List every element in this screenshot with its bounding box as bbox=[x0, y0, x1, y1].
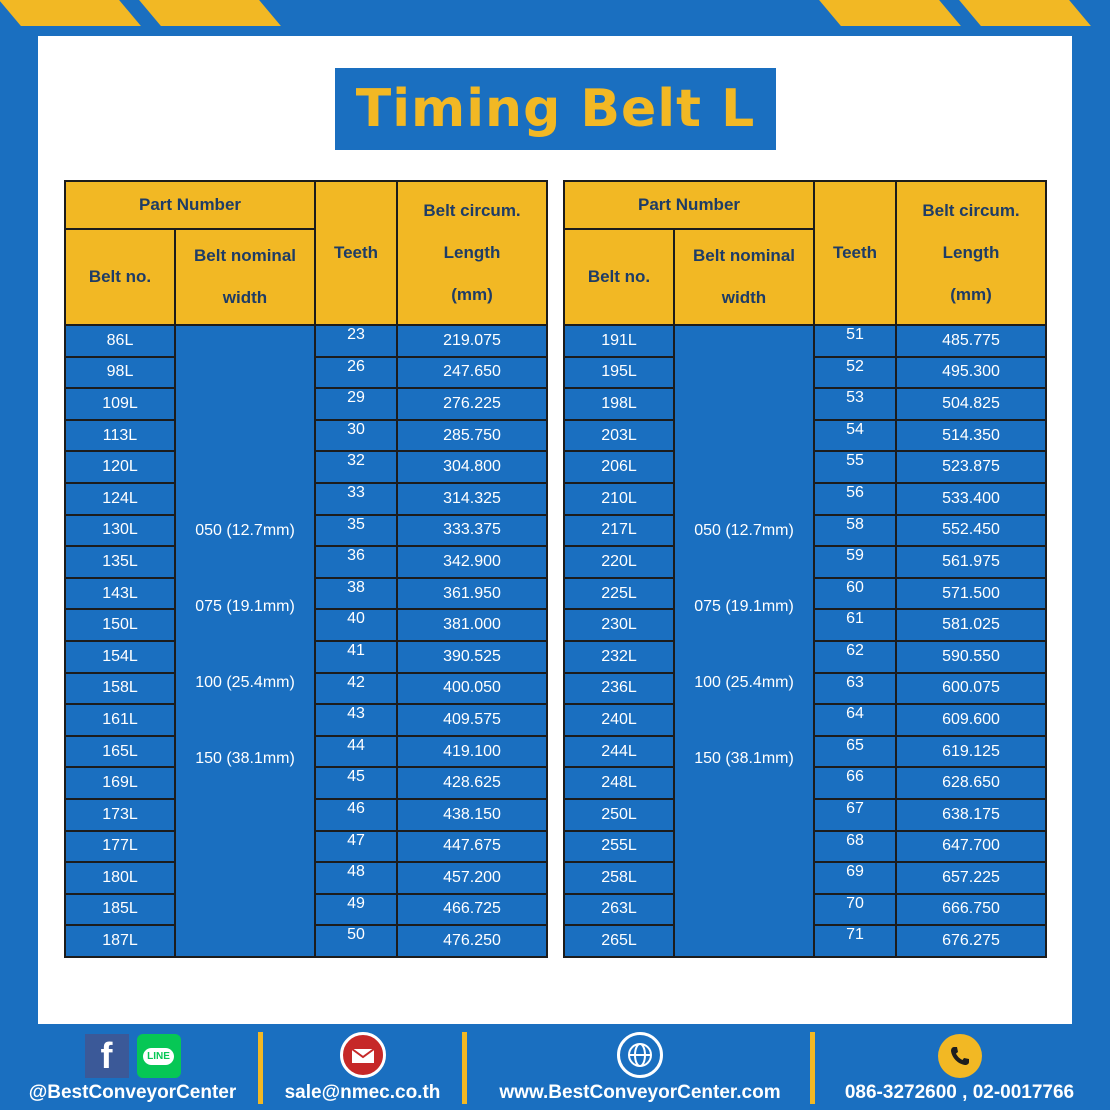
belt-number-cell: 191L bbox=[564, 325, 674, 357]
footer-divider bbox=[462, 1032, 467, 1104]
belt-number-cell: 143L bbox=[65, 578, 175, 610]
social-handle[interactable]: @BestConveyorCenter bbox=[28, 1082, 237, 1103]
belt-number-cell: 263L bbox=[564, 894, 674, 926]
belt-width-cell bbox=[674, 325, 814, 957]
teeth-cell: 38 bbox=[315, 578, 397, 610]
belt-number-cell: 265L bbox=[564, 925, 674, 957]
belt-table-right bbox=[563, 180, 1047, 958]
belt-number-cell: 135L bbox=[65, 546, 175, 578]
belt-table-left bbox=[64, 180, 548, 958]
header-circ-line2: Length bbox=[942, 243, 1000, 262]
page-title: Timing Belt L bbox=[355, 79, 756, 139]
length-cell: 638.175 bbox=[896, 799, 1046, 831]
teeth-cell: 51 bbox=[814, 325, 896, 357]
teeth-cell: 52 bbox=[814, 357, 896, 389]
contact-footer bbox=[0, 1024, 1110, 1110]
teeth-cell: 71 bbox=[814, 925, 896, 957]
header-belt-width bbox=[175, 229, 315, 325]
belt-number-cell: 113L bbox=[65, 420, 175, 452]
teeth-cell: 61 bbox=[814, 609, 896, 641]
belt-number-cell: 161L bbox=[65, 704, 175, 736]
teeth-cell: 63 bbox=[814, 673, 896, 705]
header-width-line2: width bbox=[222, 288, 268, 307]
length-cell: 304.800 bbox=[397, 451, 547, 483]
belt-number-cell: 158L bbox=[65, 673, 175, 705]
teeth-cell: 49 bbox=[315, 894, 397, 926]
header-belt-no: Belt no. bbox=[564, 229, 674, 325]
teeth-cell: 48 bbox=[315, 862, 397, 894]
length-cell: 619.125 bbox=[896, 736, 1046, 768]
teeth-cell: 67 bbox=[814, 799, 896, 831]
teeth-cell: 42 bbox=[315, 673, 397, 705]
globe-icon[interactable] bbox=[617, 1032, 663, 1078]
belt-number-cell: 203L bbox=[564, 420, 674, 452]
teeth-cell: 66 bbox=[814, 767, 896, 799]
header-width-line2: width bbox=[721, 288, 767, 307]
teeth-cell: 26 bbox=[315, 357, 397, 389]
header-teeth: Teeth bbox=[814, 181, 896, 325]
length-cell: 514.350 bbox=[896, 420, 1046, 452]
teeth-cell: 41 bbox=[315, 641, 397, 673]
teeth-cell: 35 bbox=[315, 515, 397, 547]
belt-number-cell: 177L bbox=[65, 831, 175, 863]
teeth-cell: 50 bbox=[315, 925, 397, 957]
facebook-icon[interactable]: f bbox=[85, 1034, 129, 1078]
teeth-cell: 32 bbox=[315, 451, 397, 483]
line-icon-label: LINE bbox=[143, 1048, 174, 1065]
length-cell: 314.325 bbox=[397, 483, 547, 515]
corner-stripe bbox=[0, 0, 141, 26]
belt-number-cell: 185L bbox=[65, 894, 175, 926]
length-cell: 504.825 bbox=[896, 388, 1046, 420]
belt-width-option: 075 (19.1mm) bbox=[694, 598, 794, 615]
belt-width-option: 050 (12.7mm) bbox=[195, 522, 295, 539]
corner-stripe bbox=[139, 0, 281, 26]
teeth-cell: 23 bbox=[315, 325, 397, 357]
header-circ-line3: (mm) bbox=[950, 285, 992, 304]
teeth-cell: 53 bbox=[814, 388, 896, 420]
teeth-cell: 36 bbox=[315, 546, 397, 578]
length-cell: 342.900 bbox=[397, 546, 547, 578]
length-cell: 571.500 bbox=[896, 578, 1046, 610]
belt-number-cell: 173L bbox=[65, 799, 175, 831]
length-cell: 247.650 bbox=[397, 357, 547, 389]
belt-number-cell: 109L bbox=[65, 388, 175, 420]
footer-divider bbox=[810, 1032, 815, 1104]
length-cell: 409.575 bbox=[397, 704, 547, 736]
header-part-number: Part Number bbox=[65, 181, 315, 229]
teeth-cell: 33 bbox=[315, 483, 397, 515]
length-cell: 361.950 bbox=[397, 578, 547, 610]
teeth-cell: 55 bbox=[814, 451, 896, 483]
length-cell: 676.275 bbox=[896, 925, 1046, 957]
belt-number-cell: 120L bbox=[65, 451, 175, 483]
teeth-cell: 44 bbox=[315, 736, 397, 768]
belt-number-cell: 232L bbox=[564, 641, 674, 673]
header-belt-no: Belt no. bbox=[65, 229, 175, 325]
length-cell: 381.000 bbox=[397, 609, 547, 641]
belt-number-cell: 206L bbox=[564, 451, 674, 483]
belt-number-cell: 244L bbox=[564, 736, 674, 768]
length-cell: 609.600 bbox=[896, 704, 1046, 736]
length-cell: 600.075 bbox=[896, 673, 1046, 705]
length-cell: 552.450 bbox=[896, 515, 1046, 547]
teeth-cell: 59 bbox=[814, 546, 896, 578]
teeth-cell: 45 bbox=[315, 767, 397, 799]
website-url[interactable]: www.BestConveyorCenter.com bbox=[499, 1082, 781, 1103]
line-icon[interactable] bbox=[137, 1034, 181, 1078]
phone-icon[interactable] bbox=[938, 1034, 982, 1078]
header-width-line1: Belt nominal bbox=[193, 246, 296, 265]
corner-stripe bbox=[959, 0, 1091, 26]
teeth-cell: 64 bbox=[814, 704, 896, 736]
length-cell: 400.050 bbox=[397, 673, 547, 705]
length-cell: 495.300 bbox=[896, 357, 1046, 389]
length-cell: 485.775 bbox=[896, 325, 1046, 357]
website-contact[interactable] bbox=[475, 1024, 805, 1110]
belt-number-cell: 255L bbox=[564, 831, 674, 863]
length-cell: 590.550 bbox=[896, 641, 1046, 673]
length-cell: 561.975 bbox=[896, 546, 1046, 578]
length-cell: 476.250 bbox=[397, 925, 547, 957]
length-cell: 419.100 bbox=[397, 736, 547, 768]
header-teeth: Teeth bbox=[315, 181, 397, 325]
belt-width-option: 150 (38.1mm) bbox=[694, 750, 794, 767]
belt-number-cell: 250L bbox=[564, 799, 674, 831]
length-cell: 628.650 bbox=[896, 767, 1046, 799]
length-cell: 581.025 bbox=[896, 609, 1046, 641]
belt-number-cell: 225L bbox=[564, 578, 674, 610]
belt-width-cell bbox=[175, 325, 315, 957]
social-contact[interactable] bbox=[20, 1024, 245, 1110]
belt-number-cell: 169L bbox=[65, 767, 175, 799]
teeth-cell: 68 bbox=[814, 831, 896, 863]
footer-divider bbox=[258, 1032, 263, 1104]
teeth-cell: 70 bbox=[814, 894, 896, 926]
belt-number-cell: 217L bbox=[564, 515, 674, 547]
teeth-cell: 58 bbox=[814, 515, 896, 547]
length-cell: 438.150 bbox=[397, 799, 547, 831]
header-part-number: Part Number bbox=[564, 181, 814, 229]
header-circumference bbox=[896, 181, 1046, 325]
belt-number-cell: 98L bbox=[65, 357, 175, 389]
teeth-cell: 60 bbox=[814, 578, 896, 610]
length-cell: 447.675 bbox=[397, 831, 547, 863]
belt-width-option: 150 (38.1mm) bbox=[195, 750, 295, 767]
belt-number-cell: 236L bbox=[564, 673, 674, 705]
belt-number-cell: 150L bbox=[65, 609, 175, 641]
length-cell: 390.525 bbox=[397, 641, 547, 673]
teeth-cell: 54 bbox=[814, 420, 896, 452]
belt-width-option: 100 (25.4mm) bbox=[694, 674, 794, 691]
belt-number-cell: 210L bbox=[564, 483, 674, 515]
length-cell: 523.875 bbox=[896, 451, 1046, 483]
length-cell: 457.200 bbox=[397, 862, 547, 894]
table-body bbox=[564, 325, 1046, 957]
teeth-cell: 62 bbox=[814, 641, 896, 673]
length-cell: 428.625 bbox=[397, 767, 547, 799]
belt-number-cell: 165L bbox=[65, 736, 175, 768]
length-cell: 657.225 bbox=[896, 862, 1046, 894]
email-icon[interactable] bbox=[340, 1032, 386, 1078]
email-address[interactable]: sale@nmec.co.th bbox=[284, 1082, 441, 1103]
belt-number-cell: 187L bbox=[65, 925, 175, 957]
email-contact[interactable] bbox=[270, 1024, 455, 1110]
belt-width-option: 100 (25.4mm) bbox=[195, 674, 295, 691]
teeth-cell: 29 bbox=[315, 388, 397, 420]
length-cell: 533.400 bbox=[896, 483, 1046, 515]
teeth-cell: 56 bbox=[814, 483, 896, 515]
belt-number-cell: 220L bbox=[564, 546, 674, 578]
header-circumference bbox=[397, 181, 547, 325]
belt-width-option: 050 (12.7mm) bbox=[694, 522, 794, 539]
header-circ-line2: Length bbox=[443, 243, 501, 262]
phone-numbers[interactable]: 086-3272600 , 02-0017766 bbox=[844, 1082, 1075, 1103]
header-circ-line1: Belt circum. bbox=[922, 201, 1020, 220]
teeth-cell: 65 bbox=[814, 736, 896, 768]
belt-number-cell: 180L bbox=[65, 862, 175, 894]
belt-number-cell: 195L bbox=[564, 357, 674, 389]
belt-number-cell: 154L bbox=[65, 641, 175, 673]
teeth-cell: 46 bbox=[315, 799, 397, 831]
length-cell: 219.075 bbox=[397, 325, 547, 357]
belt-number-cell: 86L bbox=[65, 325, 175, 357]
length-cell: 666.750 bbox=[896, 894, 1046, 926]
belt-number-cell: 258L bbox=[564, 862, 674, 894]
corner-stripe bbox=[819, 0, 961, 26]
length-cell: 466.725 bbox=[397, 894, 547, 926]
length-cell: 276.225 bbox=[397, 388, 547, 420]
belt-number-cell: 240L bbox=[564, 704, 674, 736]
table-body bbox=[65, 325, 547, 957]
teeth-cell: 30 bbox=[315, 420, 397, 452]
phone-contact[interactable] bbox=[822, 1024, 1097, 1110]
header-belt-width bbox=[674, 229, 814, 325]
header-circ-line3: (mm) bbox=[451, 285, 493, 304]
title-banner bbox=[335, 68, 776, 150]
teeth-cell: 43 bbox=[315, 704, 397, 736]
belt-width-option: 075 (19.1mm) bbox=[195, 598, 295, 615]
teeth-cell: 40 bbox=[315, 609, 397, 641]
header-circ-line1: Belt circum. bbox=[423, 201, 521, 220]
belt-number-cell: 248L bbox=[564, 767, 674, 799]
belt-number-cell: 198L bbox=[564, 388, 674, 420]
length-cell: 647.700 bbox=[896, 831, 1046, 863]
length-cell: 333.375 bbox=[397, 515, 547, 547]
belt-number-cell: 124L bbox=[65, 483, 175, 515]
teeth-cell: 69 bbox=[814, 862, 896, 894]
teeth-cell: 47 bbox=[315, 831, 397, 863]
belt-number-cell: 230L bbox=[564, 609, 674, 641]
table-row bbox=[564, 325, 1046, 357]
table-row bbox=[65, 325, 547, 357]
length-cell: 285.750 bbox=[397, 420, 547, 452]
header-width-line1: Belt nominal bbox=[692, 246, 795, 265]
belt-number-cell: 130L bbox=[65, 515, 175, 547]
